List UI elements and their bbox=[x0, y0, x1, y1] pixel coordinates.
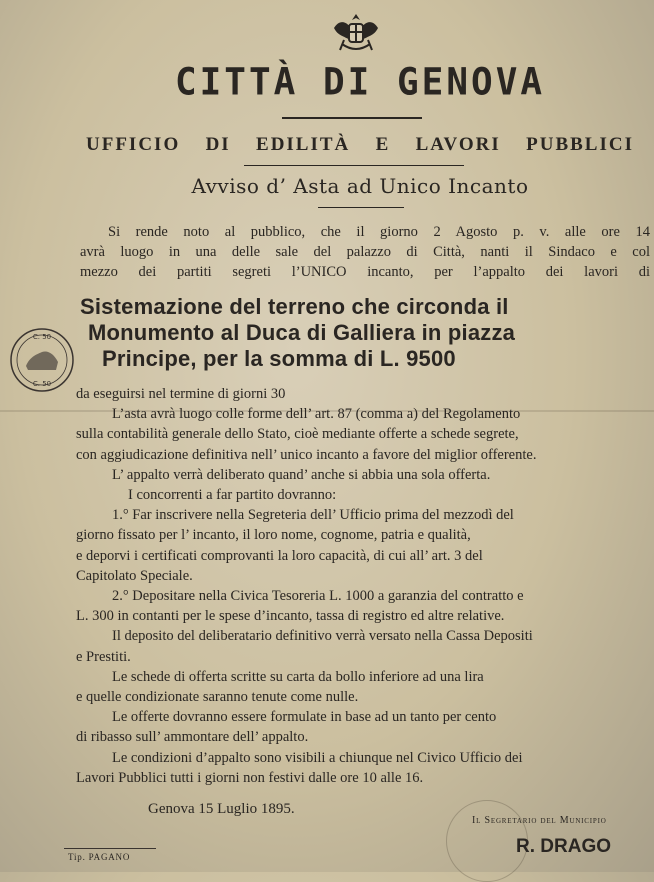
body-line: e quelle condizionate saranno tenute come nulle. bbox=[76, 689, 359, 706]
works-headline bbox=[80, 294, 650, 372]
office-heading bbox=[86, 134, 634, 156]
headline-line: Sistemazione del terreno che circonda il bbox=[80, 294, 509, 319]
printer-credit: Tip. PAGANO bbox=[68, 852, 131, 862]
headline-line: Monumento al Duca di Galliera in piazza bbox=[88, 320, 516, 345]
body-line: Lavori Pubblici tutti i giorni non festivi dalle ore 10 alle 16. bbox=[76, 769, 424, 786]
body-line: Capitolato Speciale. bbox=[76, 567, 193, 584]
intro-line: Si rende noto al pubblico, che il giorno 2 Agosto p. v. alle ore 14 bbox=[108, 224, 650, 240]
body-line: giorno fissato per l’ incanto, il loro nome, cognome, patria e qualità, bbox=[76, 527, 471, 544]
body-line: Le schede di offerta scritte su carta da bollo inferiore ad una lira bbox=[112, 668, 484, 685]
body-line: Il deposito del deliberatario definitivo verrà versato nella Cassa Depositi bbox=[112, 628, 533, 645]
notice-rule bbox=[318, 207, 404, 208]
body-line: Le condizioni d’appalto sono visibili a chiunque nel Civico Ufficio dei bbox=[112, 749, 523, 766]
page-title: CITTÀ DI GENOVA bbox=[174, 60, 546, 105]
title-rule bbox=[282, 117, 422, 119]
office-word: LAVORI bbox=[415, 134, 501, 155]
office-word: PUBBLICI bbox=[526, 134, 634, 155]
body-line: L’ appalto verrà deliberato quand’ anche si abbia una sola offerta. bbox=[112, 466, 491, 483]
intro-line: avrà luogo in una delle sale del palazzo di Città, nanti il Sindaco e col bbox=[80, 244, 650, 260]
body-line: Le offerte dovranno essere formulate in base ad un tanto per cento bbox=[112, 709, 497, 726]
office-rule bbox=[244, 165, 464, 166]
body-line: I concorrenti a far partito dovranno: bbox=[128, 487, 337, 504]
body-line: 1.° Far inscrivere nella Segreteria dell’ Ufficio prima del mezzodì del bbox=[112, 507, 514, 524]
body-line: L’asta avrà luogo colle forme dell’ art. 87 (comma a) del Regolamento bbox=[112, 406, 521, 423]
body-line: 2.° Depositare nella Civica Tesoreria L. 1000 a garanzia del contratto e bbox=[112, 588, 524, 605]
stamp-top-text: C. 50 bbox=[32, 333, 52, 341]
signature-title: Il Segretario del Municipio bbox=[472, 815, 607, 826]
intro-paragraph bbox=[80, 222, 650, 282]
notice-date: Genova 15 Luglio 1895. bbox=[148, 801, 295, 817]
body-line: L. 300 in contanti per le spese d’incanto, tassa di registro ed altre relative. bbox=[76, 608, 505, 625]
body-line: e Prestiti. bbox=[76, 648, 131, 665]
stamp-bottom-text: C. 50 bbox=[32, 380, 52, 388]
body-line: con aggiudicazione definitiva nell’ unico incanto a favore del miglior offerente. bbox=[76, 446, 537, 463]
notice-body bbox=[76, 384, 654, 788]
office-word: E bbox=[375, 134, 391, 155]
body-line: e deporvi i certificati comprovanti la loro capacità, di cui all’ art. 3 del bbox=[76, 547, 483, 564]
body-line: di ribasso sull’ ammontare dell’ appalto. bbox=[76, 729, 309, 746]
printer-rule bbox=[64, 848, 156, 849]
office-word: DI bbox=[205, 134, 231, 155]
genoa-coat-of-arms-icon bbox=[330, 10, 382, 56]
intro-line: mezzo dei partiti segreti l’UNICO incanto, per l’appalto dei lavori di bbox=[80, 264, 650, 280]
signature-name: R. DRAGO bbox=[516, 836, 611, 857]
revenue-stamp-icon bbox=[8, 326, 76, 394]
notice-heading: Avviso d’ Asta ad Unico Incanto bbox=[191, 174, 529, 198]
office-word: UFFICIO bbox=[86, 134, 181, 155]
body-line: da eseguirsi nel termine di giorni 30 bbox=[76, 386, 286, 402]
headline-line: Principe, per la somma di L. 9500 bbox=[102, 346, 456, 371]
office-word: EDILITÀ bbox=[256, 134, 351, 155]
body-line: sulla contabilità generale dello Stato, cioè mediante offerte a schede segrete, bbox=[76, 426, 519, 443]
